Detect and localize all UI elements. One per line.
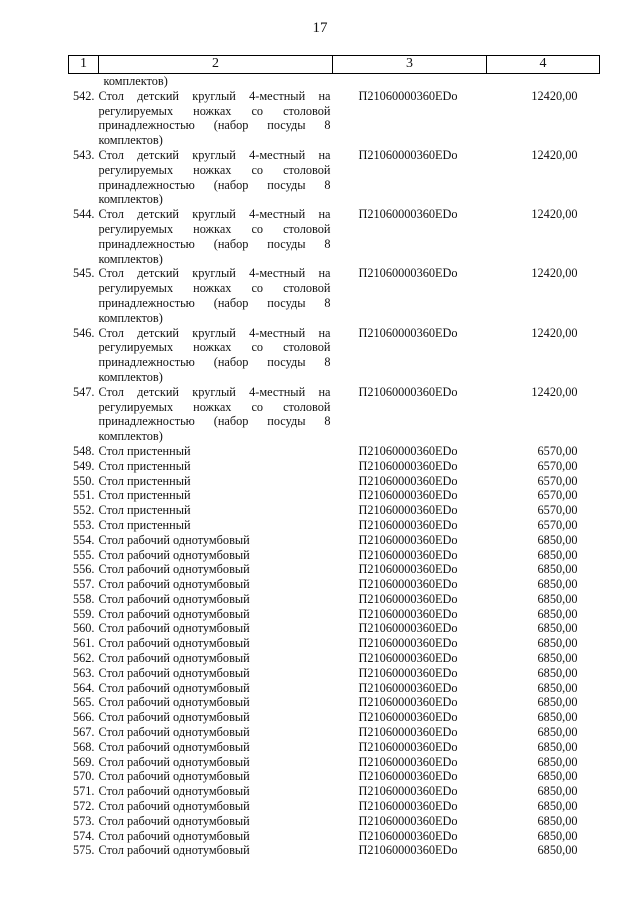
table-row	[69, 148, 600, 207]
header-col-4: 4	[487, 56, 600, 74]
row-number: 546.	[72, 325, 95, 340]
table-row	[69, 592, 600, 607]
item-code: П21060000360EDo	[358, 473, 458, 488]
item-name: Стол рабочий однотумбовый	[98, 562, 250, 577]
item-code: П21060000360EDo	[358, 577, 458, 592]
item-price: 12420,00	[531, 384, 578, 399]
item-price: 6850,00	[537, 547, 578, 562]
table-row	[69, 799, 600, 814]
row-number: 568.	[72, 739, 95, 754]
table-row	[69, 695, 600, 710]
table-row	[69, 474, 600, 489]
item-price: 6850,00	[537, 813, 578, 828]
row-number: 560.	[72, 621, 95, 636]
item-code: П21060000360EDo	[358, 680, 458, 695]
item-name: Стол рабочий однотумбовый	[98, 577, 250, 592]
item-name: Стол рабочий однотумбовый	[98, 813, 250, 828]
item-name: Стол пристенный	[98, 503, 191, 518]
item-name: Стол пристенный	[98, 473, 191, 488]
row-number: 573.	[72, 813, 95, 828]
item-code: П21060000360EDo	[358, 710, 458, 725]
row-number: 570.	[72, 769, 95, 784]
row-number: 566.	[72, 710, 95, 725]
item-price: 6850,00	[537, 710, 578, 725]
item-code: П21060000360EDo	[358, 547, 458, 562]
table-row	[69, 562, 600, 577]
item-code: П21060000360EDo	[358, 739, 458, 754]
table-row	[69, 89, 600, 148]
item-code: П21060000360EDo	[358, 695, 458, 710]
row-number: 561.	[72, 636, 95, 651]
item-code: П21060000360EDo	[358, 503, 458, 518]
item-code: П21060000360EDo	[358, 207, 458, 222]
item-code: П21060000360EDo	[358, 606, 458, 621]
item-name: Стол рабочий однотумбовый	[98, 754, 250, 769]
item-price: 6850,00	[537, 591, 578, 606]
item-name: Стол рабочий однотумбовый	[98, 606, 250, 621]
table-header-row	[69, 56, 600, 74]
table-row	[69, 784, 600, 799]
item-name: Стол рабочий однотумбовый	[98, 695, 250, 710]
item-code: П21060000360EDo	[358, 458, 458, 473]
table-row	[69, 636, 600, 651]
row-number: 542.	[72, 88, 95, 103]
item-price: 6850,00	[537, 651, 578, 666]
row-number: 545.	[72, 266, 95, 281]
item-price: 6850,00	[537, 532, 578, 547]
item-price: 12420,00	[531, 88, 578, 103]
item-name: Стол детский круглый 4-местный на регулируемых ножках со столовой принадлежностью (набор посуды 8 комплектов)	[98, 266, 331, 325]
item-price: 12420,00	[531, 266, 578, 281]
item-name: Стол пристенный	[98, 443, 191, 458]
item-code: П21060000360EDo	[358, 384, 458, 399]
row-number: 564.	[72, 680, 95, 695]
item-code: П21060000360EDo	[358, 266, 458, 281]
item-name: Стол рабочий однотумбовый	[98, 739, 250, 754]
item-price: 6850,00	[537, 754, 578, 769]
row-number: 555.	[72, 547, 95, 562]
row-number: 565.	[72, 695, 95, 710]
item-name: Стол рабочий однотумбовый	[98, 725, 250, 740]
header-col-2: 2	[99, 56, 333, 74]
item-code: П21060000360EDo	[358, 651, 458, 666]
item-name: Стол пристенный	[98, 488, 191, 503]
item-price: 6850,00	[537, 739, 578, 754]
item-price: 6850,00	[537, 799, 578, 814]
item-price: 6850,00	[537, 784, 578, 799]
item-name: Стол рабочий однотумбовый	[98, 651, 250, 666]
row-number: 567.	[72, 725, 95, 740]
continuation-row	[69, 74, 600, 89]
item-code: П21060000360EDo	[358, 843, 458, 858]
row-number: 569.	[72, 754, 95, 769]
row-number: 551.	[72, 488, 95, 503]
item-name: Стол пристенный	[98, 517, 191, 532]
item-name: Стол рабочий однотумбовый	[98, 665, 250, 680]
table-row	[69, 326, 600, 385]
table-row	[69, 518, 600, 533]
item-code: П21060000360EDo	[358, 665, 458, 680]
item-code: П21060000360EDo	[358, 636, 458, 651]
item-price: 6850,00	[537, 769, 578, 784]
item-name: Стол детский круглый 4-местный на регулируемых ножках со столовой принадлежностью (набор посуды 8 комплектов)	[98, 384, 331, 444]
table-row	[69, 725, 600, 740]
table-row	[69, 385, 600, 444]
item-code: П21060000360EDo	[358, 725, 458, 740]
table-row	[69, 755, 600, 770]
row-number: 562.	[72, 651, 95, 666]
table-row	[69, 666, 600, 681]
header-col-1: 1	[69, 56, 99, 74]
item-price: 6570,00	[537, 503, 578, 518]
row-number: 548.	[72, 443, 95, 458]
item-code: П21060000360EDo	[358, 799, 458, 814]
row-number: 557.	[72, 577, 95, 592]
item-code: П21060000360EDo	[358, 147, 458, 162]
table-row	[69, 843, 600, 858]
item-code: П21060000360EDo	[358, 813, 458, 828]
item-name: Стол рабочий однотумбовый	[98, 799, 250, 814]
table-row	[69, 488, 600, 503]
item-code: П21060000360EDo	[358, 784, 458, 799]
table-row	[69, 814, 600, 829]
item-price: 6850,00	[537, 606, 578, 621]
item-code: П21060000360EDo	[358, 443, 458, 458]
row-number: 553.	[72, 517, 95, 532]
item-price: 6570,00	[537, 443, 578, 458]
item-price: 6570,00	[537, 517, 578, 532]
item-price: 6850,00	[537, 843, 578, 858]
row-number: 558.	[72, 591, 95, 606]
row-number: 554.	[72, 532, 95, 547]
item-price: 6570,00	[537, 473, 578, 488]
item-code: П21060000360EDo	[358, 769, 458, 784]
item-code: П21060000360EDo	[358, 591, 458, 606]
table-row	[69, 266, 600, 325]
item-code: П21060000360EDo	[358, 828, 458, 843]
row-number: 549.	[72, 458, 95, 473]
row-number: 571.	[72, 784, 95, 799]
row-number: 575.	[72, 843, 95, 858]
table-row	[69, 607, 600, 622]
table-row	[69, 459, 600, 474]
item-name: Стол детский круглый 4-местный на регулируемых ножках со столовой принадлежностью (набор посуды 8 комплектов)	[98, 147, 331, 207]
item-price: 6850,00	[537, 621, 578, 636]
item-name: Стол детский круглый 4-местный на регулируемых ножках со столовой принадлежностью (набор посуды 8 комплектов)	[98, 88, 331, 148]
table-row	[69, 710, 600, 725]
price-table	[68, 55, 600, 858]
row-number: 559.	[72, 606, 95, 621]
item-price: 12420,00	[531, 325, 578, 340]
item-name: Стол пристенный	[98, 458, 191, 473]
table-row	[69, 740, 600, 755]
row-number: 543.	[72, 147, 95, 162]
item-name: Стол рабочий однотумбовый	[98, 547, 250, 562]
item-name: Стол рабочий однотумбовый	[98, 769, 250, 784]
row-number: 563.	[72, 665, 95, 680]
item-name: Стол рабочий однотумбовый	[98, 710, 250, 725]
item-code: П21060000360EDo	[358, 532, 458, 547]
item-name: Стол детский круглый 4-местный на регулируемых ножках со столовой принадлежностью (набор посуды 8 комплектов)	[98, 207, 331, 266]
page-number: 17	[312, 20, 328, 36]
item-price: 6570,00	[537, 488, 578, 503]
item-name: Стол рабочий однотумбовый	[98, 636, 250, 651]
row-number: 552.	[72, 503, 95, 518]
item-name: Стол рабочий однотумбовый	[98, 784, 250, 799]
table-row	[69, 829, 600, 844]
row-number: 572.	[72, 799, 95, 814]
item-code: П21060000360EDo	[358, 621, 458, 636]
item-name: Стол рабочий однотумбовый	[98, 828, 250, 843]
item-name: Стол рабочий однотумбовый	[98, 680, 250, 695]
item-price: 6850,00	[537, 577, 578, 592]
header-col-3: 3	[333, 56, 487, 74]
table-row	[69, 681, 600, 696]
row-number: 547.	[72, 384, 95, 399]
item-price: 6850,00	[537, 695, 578, 710]
item-name: Стол рабочий однотумбовый	[98, 532, 250, 547]
table-row	[69, 651, 600, 666]
row-number: 574.	[72, 828, 95, 843]
item-name: Стол рабочий однотумбовый	[98, 621, 250, 636]
item-code: П21060000360EDo	[358, 488, 458, 503]
table-row	[69, 207, 600, 266]
item-price: 12420,00	[531, 147, 578, 162]
item-price: 6570,00	[537, 458, 578, 473]
item-name: Стол рабочий однотумбовый	[98, 591, 250, 606]
table-row	[69, 621, 600, 636]
item-price: 6850,00	[537, 562, 578, 577]
item-code: П21060000360EDo	[358, 754, 458, 769]
table-row	[69, 444, 600, 459]
table-body	[69, 74, 600, 859]
item-price: 12420,00	[531, 207, 578, 222]
table-row	[69, 503, 600, 518]
table-row	[69, 769, 600, 784]
item-price: 6850,00	[537, 828, 578, 843]
table-row	[69, 577, 600, 592]
table-row	[69, 533, 600, 548]
table-row	[69, 548, 600, 563]
row-number: 550.	[72, 473, 95, 488]
item-name: Стол детский круглый 4-местный на регулируемых ножках со столовой принадлежностью (набор посуды 8 комплектов)	[98, 325, 331, 384]
item-name: Стол рабочий однотумбовый	[98, 843, 250, 858]
row-number: 544.	[72, 207, 95, 222]
item-price: 6850,00	[537, 725, 578, 740]
item-price: 6850,00	[537, 680, 578, 695]
item-code: П21060000360EDo	[358, 325, 458, 340]
row-number: 556.	[72, 562, 95, 577]
item-code: П21060000360EDo	[358, 562, 458, 577]
item-code: П21060000360EDo	[358, 88, 458, 103]
item-code: П21060000360EDo	[358, 517, 458, 532]
continuation-text: комплектов)	[103, 74, 168, 88]
item-price: 6850,00	[537, 636, 578, 651]
item-price: 6850,00	[537, 665, 578, 680]
